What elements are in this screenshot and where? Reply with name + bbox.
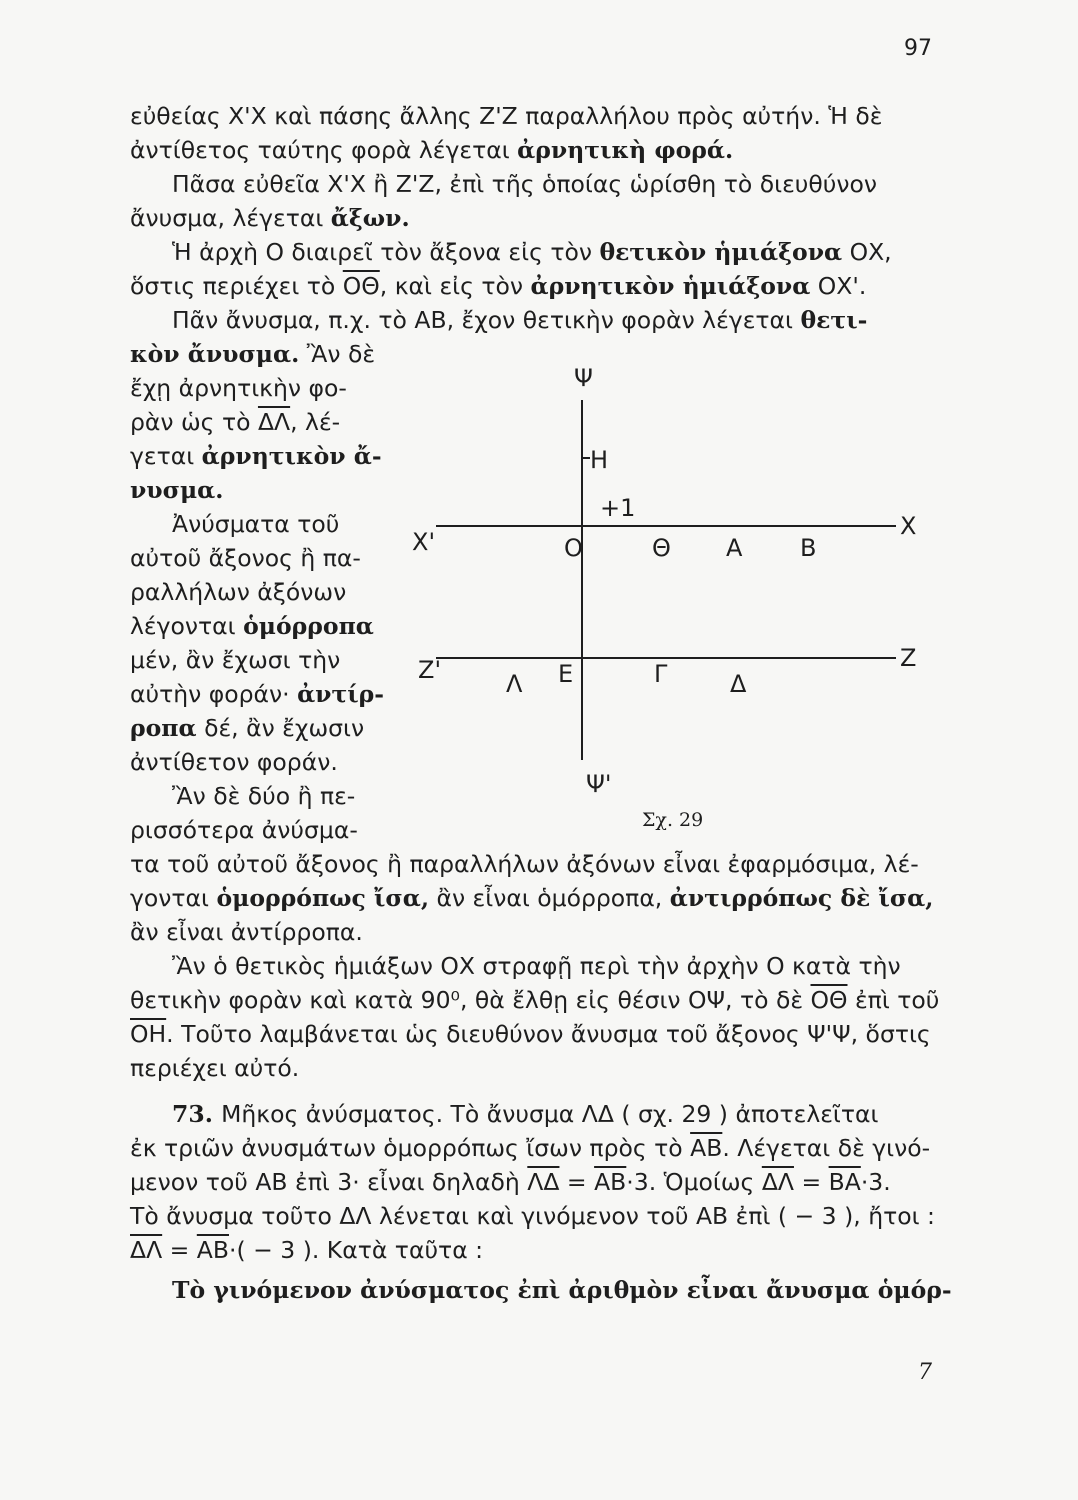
text-line [130,848,1058,880]
text-span: ἀντίθετος ταύτης φορὰ λέγεται [130,136,518,164]
vector-symbol: $\overline{\Lambda\Delta}$ [527,1168,560,1196]
text-line [172,236,1058,268]
text-span: ρισσότερα ἀνύσμα- [130,816,358,844]
page-number: 97 [904,36,932,61]
bold-term: ἄξων. [330,204,410,232]
text-line [130,202,1058,234]
label-z-prime: Ζ' [418,656,442,684]
text-line [130,100,1058,132]
text-span: Τὸ ἄνυσμα τοῦτο ΔΛ λένεται καὶ γινόμενον τοῦ ΑΒ ἐπὶ ( − 3 ), ἤτοι : [130,1202,935,1230]
vector-symbol: $\overline{O\Theta}$ [810,986,848,1014]
vector-symbol: $\overline{AB}$ [690,1134,723,1162]
text-span: εὐθείας Χ'Χ καὶ πάσης ἄλλης Ζ'Ζ παραλλήλου πρὸς αὐτήν. Ἡ δὲ [130,102,883,130]
text-span: ἂν εἶναι ὁμόρροπα, [429,884,670,912]
label-x: Χ [900,512,917,540]
signature-mark: 7 [918,1360,932,1385]
label-psi-bottom: Ψ' [586,770,612,798]
text-line [130,916,1058,948]
text-span: ρὰν ὡς τὸ [130,408,258,436]
text-span: Πᾶσα εὐθεῖα Χ'Χ ἢ Ζ'Ζ, ἐπὶ τῆς ὁποίας ὡρίσθη τὸ διευθύνον [172,170,877,198]
text-span: ἐκ τριῶν ἀνυσμάτων ὁμορρόπως ἴσων πρὸς τὸ [130,1134,691,1162]
text-span: ἀντίθετον φοράν. [130,748,338,776]
text-span: Ἂν δὲ [299,340,376,368]
vector-symbol: $\overline{\Delta\Lambda}$ [761,1168,794,1196]
text-span: . Τοῦτο λαμβάνεται ὡς διευθύνον ἄνυσμα τοῦ ἄξονος Ψ'Ψ, ὅστις [166,1020,931,1048]
bold-term: ἀρνητικὸν ἡμιάξονα [530,272,811,300]
text-span: Ἡ ἀρχὴ Ο διαιρεῖ τὸν ἄξονα εἰς τὸν [172,238,600,266]
bold-term: νυσμα. [130,476,224,504]
label-b: Β [800,534,817,562]
text-span: τα τοῦ αὐτοῦ ἄξονος ἢ παραλλήλων ἀξόνων εἶναι ἐφαρμόσιμα, λέ- [130,850,919,878]
bold-term: ἀντιρρόπως δὲ ἴσα, [669,884,934,912]
text-span: , καὶ εἰς τὸν [379,272,531,300]
bold-term: θετικὸν ἡμιάξονα [599,238,843,266]
vector-symbol: $\overline{\Delta\Lambda}$ [130,1236,163,1264]
bold-term: ἀντίρ- [297,680,385,708]
text-span: ΟΧ, [842,238,892,266]
text-span: αὐτὴν φοράν· [130,680,298,708]
text-span: αὐτοῦ ἄξονος ἢ πα- [130,544,361,572]
text-line [130,1166,1058,1198]
text-line [130,1234,1058,1266]
text-span: Μῆκος ἀνύσματος. Τὸ ἄνυσμα ΛΔ ( σχ. 29 ) ἀποτελεῖται [221,1100,879,1128]
text-span: Ἂν ὁ θετικὸς ἡμιάξων ΟΧ στραφῇ περὶ τὴν ἀρχὴν Ο κατὰ τὴν [172,952,901,980]
vector-symbol: $\overline{OH}$ [130,1020,167,1048]
text-span: ·3. [860,1168,891,1196]
text-line [130,134,1058,166]
label-e: Ε [558,660,574,688]
text-span: ὅστις περιέχει τὸ [130,272,343,300]
text-span: θετικὴν φορὰν καὶ κατὰ 90⁰, θὰ ἔλθῃ εἰς θέσιν ΟΨ, τὸ δὲ [130,986,811,1014]
text-span: γεται [130,442,202,470]
text-span: = [162,1236,197,1264]
text-span: ραλλήλων ἀξόνων [130,578,347,606]
text-span: Ἀνύσματα τοῦ [172,510,340,538]
text-line [130,1132,1058,1164]
text-line [172,304,1058,336]
text-line [130,882,1058,914]
bold-term: ὁμόρροπα [243,612,374,640]
vector-symbol: $\overline{\Delta\Lambda}$ [257,408,291,436]
text-span: λέγονται [130,612,244,640]
text-line [172,1274,1058,1306]
bold-term: κὸν ἄνυσμα. [130,340,300,368]
text-span: Ἂν δὲ δύο ἢ πε- [172,782,356,810]
text-line [172,1098,1058,1130]
text-line [172,168,1058,200]
figure-caption: Σχ. 29 [642,809,704,831]
text-span: = [559,1168,595,1196]
bold-term: Τὸ γινόμενον ἀνύσματος ἐπὶ ἀριθμὸν εἶναι ἄνυσμα ὁμόρ- [172,1276,952,1304]
bold-term: ἀρνητικὴ φορά. [517,136,734,164]
text-span: δέ, ἂν ἔχωσιν [196,714,365,742]
bold-term: ροπα [130,714,197,742]
label-delta: Δ [730,670,747,698]
label-a: Α [726,534,743,562]
text-line [172,950,1058,982]
text-line [130,1018,1058,1050]
label-plus-one: +1 [600,494,636,522]
vector-symbol: $\overline{AB}$ [594,1168,627,1196]
label-psi-top: Ψ [574,364,593,392]
text-span: μενον τοῦ ΑΒ ἐπὶ 3· εἶναι δηλαδὴ [130,1168,528,1196]
label-x-prime: Χ' [412,528,436,556]
text-span: ἐπὶ τοῦ [847,986,940,1014]
label-theta: Θ [652,534,671,562]
text-line [130,984,1058,1016]
bold-term: ὁμορρόπως ἴσα, [216,884,429,912]
vector-symbol: $\overline{AB}$ [196,1236,229,1264]
bold-term: θετι- [800,306,868,334]
text-span: Πᾶν ἄνυσμα, π.χ. τὸ ΑΒ, ἔχον θετικὴν φορὰν λέγεται [172,306,801,334]
label-gamma: Γ [654,660,668,688]
text-span: ΟΧ'. [810,272,867,300]
text-span: περιέχει αὐτό. [130,1054,300,1082]
label-h: Η [590,446,609,474]
label-lambda: Λ [506,670,523,698]
vector-symbol: $\overline{BA}$ [828,1168,861,1196]
text-line [130,1052,1058,1084]
text-span: μέν, ἂν ἔχωσι τὴν [130,646,341,674]
figure-29-axes [400,360,940,840]
vector-symbol: $\overline{O\Theta}$ [342,272,380,300]
text-span: = [793,1168,829,1196]
text-span: ·( − 3 ). Κατὰ ταῦτα : [229,1236,484,1264]
bold-term: ἀρνητικὸν ἄ- [201,442,382,470]
text-span: . Λέγεται δὲ γινό- [722,1134,931,1162]
text-line [130,270,1058,302]
text-span: , λέ- [290,408,341,436]
text-span: ἂν εἶναι ἀντίρροπα. [130,918,363,946]
text-span: ἔχῃ ἀρνητικὴν φο- [130,374,347,402]
label-z: Ζ [900,644,917,672]
text-line [130,1200,1058,1232]
text-span: γονται [130,884,217,912]
label-o: Ο [564,534,583,562]
text-span: ἄνυσμα, λέγεται [130,204,331,232]
text-span: ·3. Ὁμοίως [626,1168,762,1196]
bold-term: 73. [172,1100,222,1128]
